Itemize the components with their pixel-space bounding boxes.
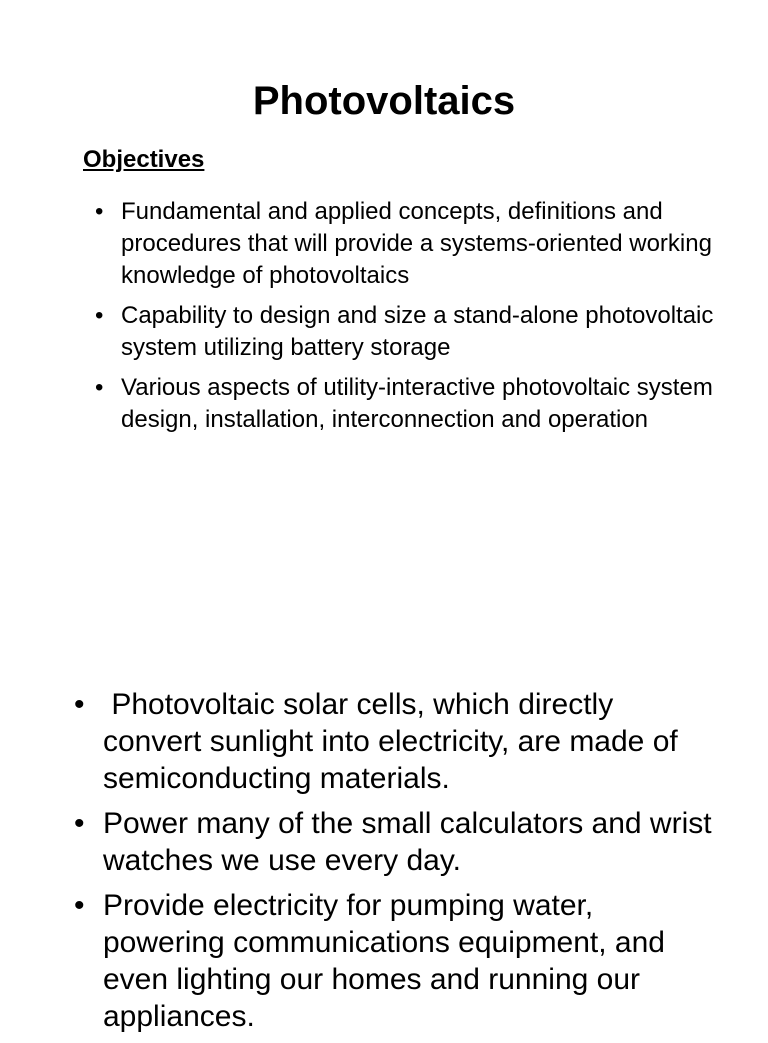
list-item: [95, 372, 735, 436]
objective-text: Capability to design and size a stand-alone photovoltaic system utilizing battery storage: [121, 302, 721, 361]
fact-text: Photovoltaic solar cells, which directly convert sunlight into electricity, are made of semiconducting materials.: [103, 688, 687, 795]
bullet-icon: •: [95, 198, 104, 225]
bullet-icon: •: [95, 374, 104, 401]
bullet-icon: •: [95, 302, 104, 329]
list-item: [95, 300, 735, 364]
objective-text: Various aspects of utility-interactive photovoltaic system design, installation, interconnection and operation: [121, 374, 720, 433]
objectives-list: [95, 196, 735, 444]
objective-text: Fundamental and applied concepts, definitions and procedures that will provide a systems-oriented working knowledge of photovoltaics: [121, 198, 719, 289]
list-item: [74, 887, 714, 1035]
bullet-icon: •: [74, 807, 85, 840]
bullet-icon: •: [74, 889, 85, 922]
fact-text: Power many of the small calculators and wrist watches we use every day.: [103, 807, 720, 877]
list-item: [74, 805, 720, 879]
objectives-heading: Objectives: [83, 146, 205, 173]
page-title: Photovoltaics: [252, 79, 516, 123]
list-item: [95, 196, 735, 292]
facts-list: [74, 686, 720, 1043]
bullet-icon: •: [74, 688, 85, 721]
list-item: [74, 686, 714, 797]
fact-text: Provide electricity for pumping water, powering communications equipment, and even lighting our homes and running our appliances.: [103, 889, 674, 1033]
